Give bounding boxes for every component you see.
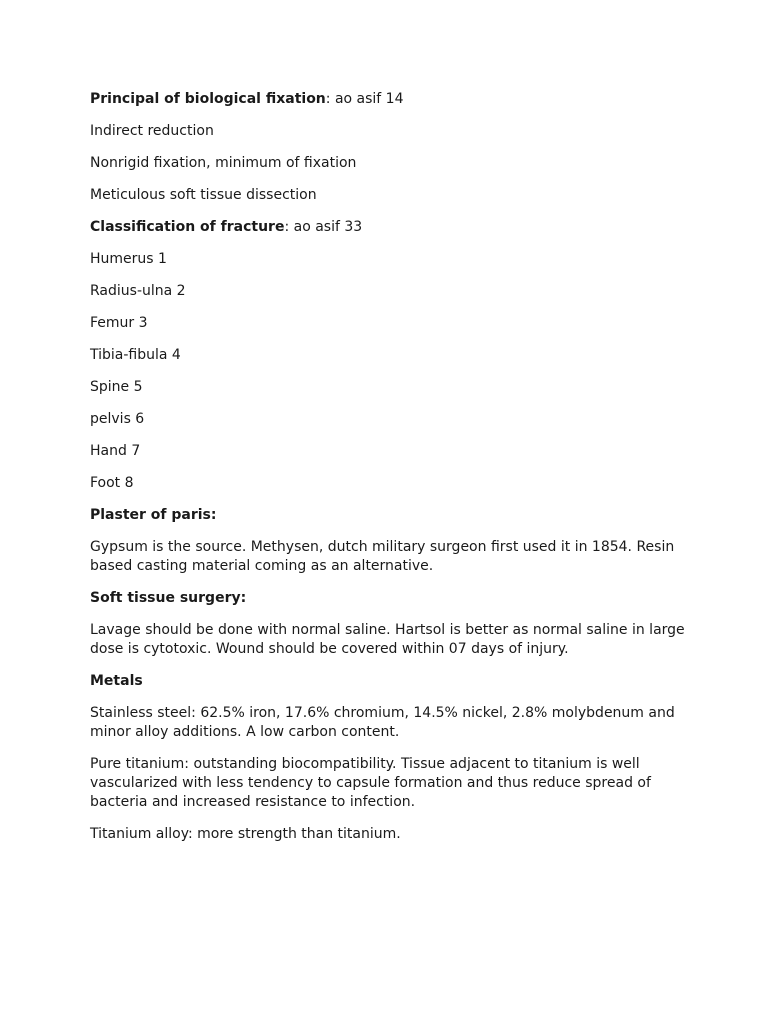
classification-heading-line — [90, 218, 690, 237]
soft-tissue-heading: Soft tissue surgery: — [90, 590, 247, 606]
metals-paragraph: Titanium alloy: more strength than titanium. — [90, 826, 401, 842]
classification-item: Foot 8 — [90, 475, 134, 491]
classification-item: pelvis 6 — [90, 411, 145, 427]
classification-item: Humerus 1 — [90, 251, 167, 267]
metals-paragraph: Pure titanium: outstanding biocompatibility. Tissue adjacent to titanium is well vascularized with less tendency to capsule formation and thus reduce spread of bacteria and increased resistance to infection. — [90, 756, 651, 810]
principal-suffix: : ao asif 14 — [325, 91, 404, 107]
classification-item: Radius-ulna 2 — [90, 283, 186, 299]
document-page — [90, 90, 690, 857]
plaster-heading: Plaster of paris: — [90, 507, 217, 523]
classification-item: Femur 3 — [90, 315, 148, 331]
classification-item: Tibia-fibula 4 — [90, 347, 181, 363]
principal-item: Nonrigid fixation, minimum of fixation — [90, 155, 357, 171]
principal-item: Indirect reduction — [90, 123, 214, 139]
classification-item: Spine 5 — [90, 379, 143, 395]
classification-heading: Classification of fracture — [90, 219, 285, 235]
metals-paragraph: Stainless steel: 62.5% iron, 17.6% chromium, 14.5% nickel, 2.8% molybdenum and minor alloy additions. A low carbon content. — [90, 705, 675, 740]
metals-heading: Metals — [90, 673, 143, 689]
classification-suffix: : ao asif 33 — [284, 219, 363, 235]
classification-item: Hand 7 — [90, 443, 141, 459]
principal-item: Meticulous soft tissue dissection — [90, 187, 317, 203]
soft-tissue-text: Lavage should be done with normal saline. Hartsol is better as normal saline in large dose is cytotoxic. Wound should be covered within 07 days of injury. — [90, 622, 685, 657]
principal-heading-line — [90, 90, 690, 109]
plaster-text: Gypsum is the source. Methysen, dutch military surgeon first used it in 1854. Resin based casting material coming as an alternative. — [90, 539, 675, 574]
principal-heading: Principal of biological fixation — [90, 91, 326, 107]
